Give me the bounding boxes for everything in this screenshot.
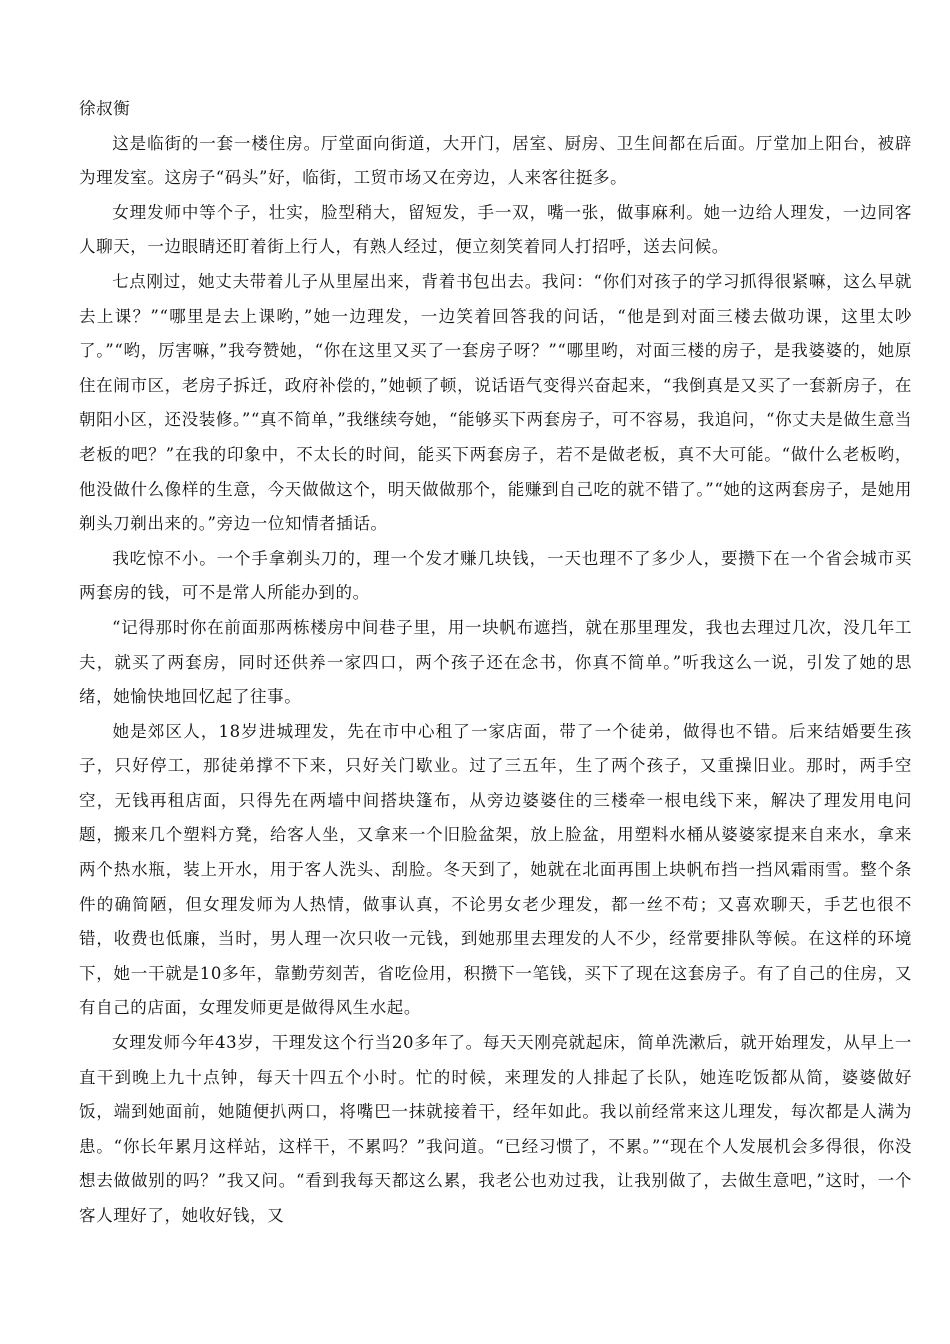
paragraph-text: “记得那时你在前面那两栋楼房中间巷子里，用一块帆布遮挡，就在那里理发，我也去理过几次，没几年工夫，就买了两套房，同时还供养一家四口，两个孩子还在念书，你真不简单。”听我这么一说，引发了她的思绪，她愉快地回忆起了往事。 — [79, 617, 912, 707]
paragraph-2 — [79, 196, 912, 265]
paragraph-3 — [79, 265, 912, 542]
paragraph-6 — [79, 715, 912, 1026]
paragraph-text: 这是临街的一套一楼住房。厅堂面向街道，大开门，居室、厨房、卫生间都在后面。厅堂加上阳台，被辟为理发室。这房子“码头”好，临街，工贸市场又在旁边，人来客往挺多。 — [79, 133, 912, 188]
paragraph-5 — [79, 611, 912, 715]
paragraph-1 — [79, 127, 912, 196]
paragraph-text: 她是郊区人，18岁进城理发，先在市中心租了一家店面，带了一个徒弟，做得也不错。后来结婚要生孩子，只好停工，那徒弟撑不下来，只好关门歇业。过了三五年，生了两个孩子，又重操旧业。那时，两手空空，无钱再租店面，只得先在两墙中间搭块篷布，从旁边婆婆住的三楼牵一根电线下来，解决了理发用电问题，搬来几个塑料方凳，给客人坐，又拿来一个旧脸盆架，放上脸盆，用塑料水桶从婆婆家提来自来水，拿来两个热水瓶，装上开水，用于客人洗头、刮脸。冬天到了，她就在北面再围上块帆布挡一挡风霜雨雪。整个条件的确简陋，但女理发师为人热情，做事认真，不论男女老少理发，都一丝不苟；又喜欢聊天，手艺也很不错，收费也低廉，当时，男人理一次只收一元钱，到她那里去理发的人不少，经常要排队等候。在这样的环境下，她一干就是10多年，靠勤劳刻苦，省吃俭用，积攒下一笔钱，买下了现在这套房子。有了自己的住房，又有自己的店面，女理发师更是做得风生水起。 — [79, 721, 912, 1018]
paragraph-7 — [79, 1026, 912, 1234]
paragraph-text: 女理发师中等个子，壮实，脸型稍大，留短发，手一双，嘴一张，做事麻利。她一边给人理发，一边同客人聊天，一边眼睛还盯着街上行人，有熟人经过，便立刻笑着同人打招呼，送去问候。 — [79, 202, 912, 257]
document-page — [79, 92, 912, 1234]
paragraph-4 — [79, 542, 912, 611]
paragraph-text: 女理发师今年43岁，干理发这个行当20多年了。每天天刚亮就起床，简单洗漱后，就开始理发，从早上一直干到晚上九十点钟，每天十四五个小时。忙的时候，来理发的人排起了长队，她连吃饭都从简，婆婆做好饭，端到她面前，她随便扒两口，将嘴巴一抹就接着干，经年如此。我以前经常来这儿理发，每次都是人满为患。“你长年累月这样站，这样干，不累吗？”我问道。“已经习惯了，不累。”“现在个人发展机会多得很，你没想去做做别的吗？”我又问。“看到我每天都这么累，我老公也劝过我，让我别做了，去做生意吧，”这时，一个客人理好了，她收好钱，又 — [79, 1033, 912, 1225]
paragraph-text: 我吃惊不小。一个手拿剃头刀的，理一个发才赚几块钱，一天也理不了多少人，要攒下在一个省会城市买两套房的钱，可不是常人所能办到的。 — [79, 548, 912, 603]
author-name: 徐叔衡 — [79, 99, 131, 118]
paragraph-text: 七点刚过，她丈夫带着儿子从里屋出来，背着书包出去。我问：“你们对孩子的学习抓得很紧嘛，这么早就去上课？”“哪里是去上课哟，”她一边理发，一边笑着回答我的问话，“他是到对面三楼去做功课，这里太吵了。”“哟，厉害嘛，”我夸赞她，“你在这里又买了一套房子呀？”“哪里哟，对面三楼的房子，是我婆婆的，她原住在闹市区，老房子拆迁，政府补偿的，”她顿了顿，说话语气变得兴奋起来，“我倒真是又买了一套新房子，在朝阳小区，还没装修。”“真不简单，”我继续夸她，“能够买下两套房子，可不容易，我追问，“你丈夫是做生意当老板的吧？”在我的印象中，不太长的时间，能买下两套房子，若不是做老板，真不大可能。“做什么老板哟，他没做什么像样的生意，今天做做这个，明天做做那个，能赚到自己吃的就不错了。”“她的这两套房子，是她用剃头刀剃出来的。”旁边一位知情者插话。 — [79, 271, 912, 534]
